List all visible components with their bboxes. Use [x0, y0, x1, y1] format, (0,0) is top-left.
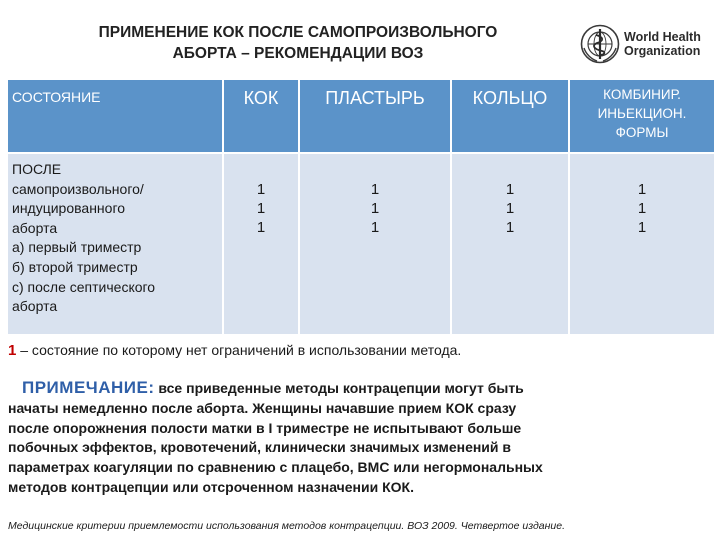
legend-text: – состояние по которому нет ограничений в использовании метода. — [16, 342, 462, 358]
header-combined-line-1: КОМБИНИР. — [603, 87, 681, 102]
note — [8, 378, 708, 498]
who-logo — [580, 24, 710, 68]
page-title — [18, 22, 578, 64]
header-patch: ПЛАСТЫРЬ — [300, 80, 450, 152]
title-line-1: ПРИМЕНЕНИЕ КОК ПОСЛЕ САМОПРОИЗВОЛЬНОГО — [98, 24, 498, 41]
who-wordmark-line-1: World Health — [624, 30, 701, 44]
condition-line: индуцированного — [12, 200, 126, 217]
cell-value: 1 — [505, 181, 515, 198]
cell-value: 1 — [370, 219, 380, 236]
header-coc: КОК — [224, 80, 298, 152]
who-emblem-icon — [580, 24, 620, 64]
cell-value: 1 — [370, 181, 380, 198]
header-combined-line-2: ИНЬЕКЦИОН. — [597, 106, 687, 121]
cell-value: 1 — [505, 200, 515, 217]
condition-line: самопроизвольного/ — [12, 180, 144, 197]
note-lead: ПРИМЕЧАНИЕ: — [22, 378, 155, 397]
cell-value: 1 — [505, 219, 515, 236]
header-condition: СОСТОЯНИЕ — [8, 80, 222, 152]
cell-value: 1 — [256, 181, 266, 198]
condition-line: ПОСЛЕ — [12, 161, 62, 177]
note-line: методов контрацепции или отсроченном назначении КОК. — [8, 478, 414, 495]
who-wordmark — [624, 30, 701, 58]
legend — [8, 342, 461, 359]
cell-patch — [300, 154, 450, 334]
note-line: параметрах коагуляции по сравнению с плацебо, ВМС или негормональных — [8, 459, 543, 476]
note-line: после опорожнения полости матки в I триместре не испытывают больше — [8, 419, 522, 436]
legend-marker: 1 — [8, 342, 17, 359]
who-wordmark-line-2: Organization — [624, 44, 701, 58]
cell-value: 1 — [370, 200, 380, 217]
cell-value: 1 — [256, 200, 266, 217]
source-citation: Медицинские критерии приемлемости использования методов контрацепции. ВОЗ 2009. Четвертое издание. — [8, 520, 566, 532]
cell-value: 1 — [637, 219, 647, 236]
condition-line: аборта — [12, 298, 58, 315]
note-line: побочных эффектов, кровотечений, клинически значимых изменений в — [8, 439, 512, 456]
note-line: все приведенные методы контрацепции могут быть — [158, 380, 524, 396]
condition-line: аборта — [12, 219, 58, 236]
recommendations-table — [8, 80, 714, 334]
header-combined-injectables — [570, 80, 714, 152]
cell-coc — [224, 154, 298, 334]
cell-combined-injectables — [570, 154, 714, 334]
header-ring: КОЛЬЦО — [452, 80, 568, 152]
header-combined-line-3: ФОРМЫ — [615, 125, 669, 140]
cell-value: 1 — [637, 200, 647, 217]
cell-value: 1 — [637, 181, 647, 198]
cell-ring — [452, 154, 568, 334]
cell-value: 1 — [256, 219, 266, 236]
condition-line: б) второй триместр — [12, 258, 138, 275]
note-line: начаты немедленно после аборта. Женщины начавшие прием КОК сразу — [8, 399, 517, 416]
condition-line: с) после септического — [12, 278, 156, 295]
condition-line: а) первый триместр — [12, 239, 142, 256]
title-line-2: АБОРТА – РЕКОМЕНДАЦИИ ВОЗ — [172, 45, 424, 62]
row-condition — [8, 154, 222, 334]
note-line-1 — [8, 378, 708, 399]
